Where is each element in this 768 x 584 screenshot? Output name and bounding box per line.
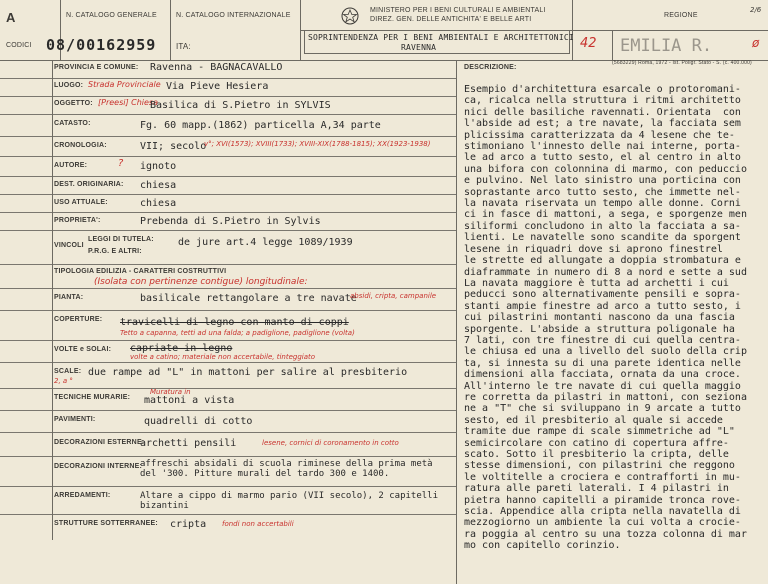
ita-label: ITA: <box>176 42 191 51</box>
field-label: SCALE: <box>54 368 82 375</box>
field-value: cripta <box>170 519 207 530</box>
descrizione-line: stimoniano l'innesto delle nai interne, porta- <box>464 141 741 153</box>
field-row-volte <box>0 340 456 363</box>
descrizione-line: plicissima caratterizzata da 4 lesene che te- <box>464 129 735 141</box>
field-row-strutture <box>0 514 456 538</box>
field-label: USO ATTUALE: <box>54 199 108 206</box>
descrizione-line: lesene in riquadri dove si aprono finestrel <box>464 243 723 255</box>
cat-generale-cell <box>46 0 171 60</box>
soprintendenza-box <box>304 30 574 54</box>
cat-internazionale-label: N. CATALOGO INTERNAZIONALE <box>176 12 291 19</box>
field-handwritten: [Preesi] Chiesa <box>98 98 159 107</box>
field-value: archetti pensili <box>140 438 237 449</box>
soprintendenza-text: SOPRINTENDENZA PER I BENI AMBIENTALI E ARCHITETTONICI <box>308 33 574 42</box>
field-value: quadrelli di cotto <box>144 416 253 427</box>
code-cell <box>572 30 613 60</box>
field-handwritten: v°; XVI(1573); XVIII(1733); XVIII-XIX(1788-1815); XX(1923-1938) <box>204 140 431 148</box>
descrizione-line: nici delle basiliche ravennati. Orientata con <box>464 106 741 118</box>
field-value: capriate in legno <box>130 343 233 354</box>
cat-internazionale-cell <box>170 0 301 60</box>
field-row-dec-interne <box>0 456 456 487</box>
field-value: Via Pieve Hesiera <box>166 81 269 92</box>
descrizione-line: ta, si innesta su di una parete identica nelle <box>464 357 741 369</box>
field-row-provincia <box>0 60 456 79</box>
descrizione-line: e pulvino. Nel lato sinistro una porticina con <box>464 175 741 187</box>
field-row-arredamenti <box>0 486 456 515</box>
descrizione-line: pietra hanno capitelli a piramide tronca rove- <box>464 494 741 506</box>
descrizione-line: stanti ampie finestre ad arco a tutto sesto, i <box>464 300 741 312</box>
descrizione-line: sporgente. L'abside a struttura poligonale ha <box>464 323 735 335</box>
field-value: travicelli di legno con manto di coppi <box>120 317 349 328</box>
column-divider <box>456 60 457 584</box>
descrizione-line: scia. Appendice alla cripta nella navatella di <box>464 506 741 518</box>
descrizione-line: sesto, ed il presbiterio al quale si accede <box>464 414 723 426</box>
field-row-tecniche <box>0 388 456 411</box>
field-row-dec-esterne <box>0 432 456 457</box>
print-stamp: (5683229) Roma, 1972 - Ist. Poligr. Stato - S. (c. 400.000) <box>612 60 752 66</box>
field-label: OGGETTO: <box>54 100 93 107</box>
tipologia-label: TIPOLOGIA EDILIZIA - CARATTERI COSTRUTTIVI <box>54 268 227 275</box>
descrizione-line: ne a "T" che si sviluppano in 9 arcate a tutto <box>464 403 741 415</box>
field-row-coperture <box>0 310 456 341</box>
field-row-cronologia <box>0 136 456 157</box>
republic-emblem-icon <box>340 6 360 26</box>
regione-note: 2/6 <box>750 6 762 14</box>
field-label: CRONOLOGIA: <box>54 142 107 149</box>
field-row-pianta <box>0 288 456 311</box>
field-value: chiesa <box>140 180 177 191</box>
descrizione-line: le strette ed allungate a doppia strombatura e <box>464 255 741 267</box>
descrizione-line: Esempio d'architettura esarcale o protoromani- <box>464 84 741 95</box>
descrizione-line: le voltitelle a crociera e contrafforti in mu- <box>464 471 741 483</box>
field-handwritten: absidi, cripta, campanile <box>350 292 437 300</box>
field-value: VII; secolo <box>140 141 207 152</box>
field-label: DECORAZIONI ESTERNE: <box>54 439 145 446</box>
field-handwritten: Strada Provinciale <box>88 80 161 89</box>
descrizione-line: diaframmate in numero di 8 a nord e sette a sud <box>464 266 747 278</box>
descrizione-line: le chiusa ed una a livello del suolo della crip <box>464 346 747 358</box>
regione-label: REGIONE <box>664 12 698 19</box>
field-row-luogo <box>0 78 456 97</box>
label-divider <box>52 60 53 540</box>
field-handwritten: fondi non accertabili <box>222 520 294 528</box>
descrizione-line: l'abside ad est; a tre navate, la facciata sem <box>464 118 741 130</box>
field-row-scale <box>0 362 456 389</box>
cat-generale-label: N. CATALOGO GENERALE <box>66 12 157 19</box>
descrizione-line: mezzogiorno un ambiente la cui volta a crocie- <box>464 517 741 529</box>
field-value: ignoto <box>140 161 177 172</box>
field-handwritten: Muratura in <box>150 388 191 396</box>
field-label: TECNICHE MURARIE: <box>54 394 131 401</box>
field-value: chiesa <box>140 198 177 209</box>
field-label: AUTORE: <box>54 162 88 169</box>
descrizione-text <box>464 84 764 552</box>
field-row-catasto <box>0 114 456 137</box>
field-value: Basilica di S.Pietro in SYLVIS <box>150 100 331 111</box>
field-value: Prebenda di S.Pietro in Sylvis <box>140 216 321 227</box>
field-label: COPERTURE: <box>54 316 103 323</box>
ministero-line1: MINISTERO PER I BENI CULTURALI E AMBIENTALI <box>370 7 546 14</box>
descrizione-line: ra poggia al centro su una tozza colonna di mar <box>464 528 747 540</box>
field-label: VOLTE e SOLAI: <box>54 346 112 353</box>
descrizione-line: re corretta da pilastri in mattoni, con seziona <box>464 391 747 403</box>
descrizione-line: soprastante arco tutto sesto, che immette nel- <box>464 186 741 198</box>
field-row-autore <box>0 156 456 177</box>
ministero-line2: DIREZ. GEN. DELLE ANTICHITA' E BELLE ARTI <box>370 16 532 23</box>
field-label: CATASTO: <box>54 120 91 127</box>
descrizione-line: una bifora con colonnina di marmo, con peduccio <box>464 163 747 175</box>
descrizione-line: mo con capitello corinzio. <box>464 540 621 552</box>
field-label: LEGGI DI TUTELA: <box>88 236 154 243</box>
field-value: affreschi absidali di scuola riminese della prima metà del '300. Pitture murali del tardo 300 e 1400. <box>140 459 433 479</box>
descrizione-line: 7 lati, con tre finestre di cui quella centra- <box>464 334 741 346</box>
card-letter: A <box>6 10 16 25</box>
descrizione-line: stesse dimensioni, con pilastrini che reggono <box>464 460 735 472</box>
header-divider <box>300 30 768 31</box>
field-row-pavimenti <box>0 410 456 433</box>
field-handwritten: ? <box>118 158 124 169</box>
field-row-vincoli <box>0 230 456 265</box>
descrizione-line: La navata maggiore è tutta ad archetti i cui <box>464 277 729 289</box>
field-label: LUOGO: <box>54 82 84 89</box>
field-label: VINCOLI <box>54 242 84 249</box>
field-value: Altare a cippo di marmo pario (VII secolo), 2 capitelli bizantini <box>140 491 439 511</box>
field-handwritten: volte a catino; materiale non accertabile, tinteggiato <box>130 353 316 361</box>
descrizione-label: DESCRIZIONE: <box>464 64 517 71</box>
descrizione-line: semicircolare con catino di copertura affre- <box>464 437 729 449</box>
descrizione-line: le ad arco a tutto sesto, el al centro in alto <box>464 152 741 164</box>
descrizione-line: tramite due rampe di scale simmetriche ad "L" <box>464 426 735 438</box>
field-row-uso <box>0 194 456 213</box>
tipologia-handwritten: (Isolata con pertinenze contigue) longitudinale: <box>94 277 308 287</box>
field-row-proprieta <box>0 212 456 231</box>
field-row-oggetto <box>0 96 456 115</box>
field-label: PROVINCIA E COMUNE: <box>54 64 139 71</box>
regione-mark: ø <box>752 36 760 50</box>
field-label: DEST. ORIGINARIA: <box>54 181 124 188</box>
descrizione-line: ratura alle pareti laterali. I 4 pilastri in <box>464 483 729 495</box>
descrizione-line: lienti. Le navatelle sono scandite da sporgent <box>464 232 741 244</box>
field-label: P.R.G. E ALTRI: <box>88 248 142 255</box>
descrizione-line: dimensioni alla facciata, ornata da una croce. <box>464 369 741 381</box>
soprintendenza-city: RAVENNA <box>401 43 437 52</box>
tipologia-row <box>0 264 456 289</box>
cat-generale-value: 08/00162959 <box>46 36 157 54</box>
descrizione-line: peducci sono alternativamente pensili e sopra- <box>464 289 741 301</box>
descrizione-line: ci in fasce di mattoni, a sega, e sporgenze men <box>464 209 747 221</box>
field-value: Fg. 60 mapp.(1862) particella A,34 parte <box>140 120 381 131</box>
field-value: de jure art.4 legge 1089/1939 <box>178 237 353 248</box>
descrizione-line: scato. Sotto il presbiterio la cripta, delle <box>464 449 729 460</box>
regione-value: EMILIA R. <box>620 36 713 56</box>
descrizione-line: la navata riservata un tempo alle donne. Corni <box>464 198 741 210</box>
field-label: PAVIMENTI: <box>54 416 96 423</box>
descrizione-line: cui pilastrini montanti nascono da una fascia <box>464 312 735 324</box>
field-handwritten: lesene, cornici di coronamento in cotto <box>262 439 399 447</box>
field-value: due rampe ad "L" in mattoni per salire al presbiterio <box>88 367 408 378</box>
descrizione-line: siliformi concludono in alto la facciata a sa- <box>464 220 741 232</box>
field-value: mattoni a vista <box>144 395 235 406</box>
descrizione-line: ca, ricalca nella struttura i ritmi architetto <box>464 95 741 107</box>
descrizione-line: All'interno le tre navate di cui quella maggio <box>464 380 741 392</box>
field-handwritten: Tetto a capanna, tetti ad una falda; a padiglione, padiglione (volta) <box>120 329 355 337</box>
field-handwritten: 2, a ° <box>54 377 73 385</box>
field-label: DECORAZIONI INTERNE: <box>54 463 142 470</box>
field-label: ARREDAMENTI: <box>54 492 111 499</box>
field-label: STRUTTURE SOTTERRANEE: <box>54 520 158 527</box>
field-label: PIANTA: <box>54 294 84 301</box>
soprintendenza-code: 42 <box>580 36 597 51</box>
field-value: Ravenna - BAGNACAVALLO <box>150 62 283 73</box>
field-value: basilicale rettangolare a tre navate <box>140 293 357 304</box>
codici-label: CODICI <box>6 42 32 49</box>
field-row-dest <box>0 176 456 195</box>
field-label: PROPRIETA': <box>54 217 101 224</box>
